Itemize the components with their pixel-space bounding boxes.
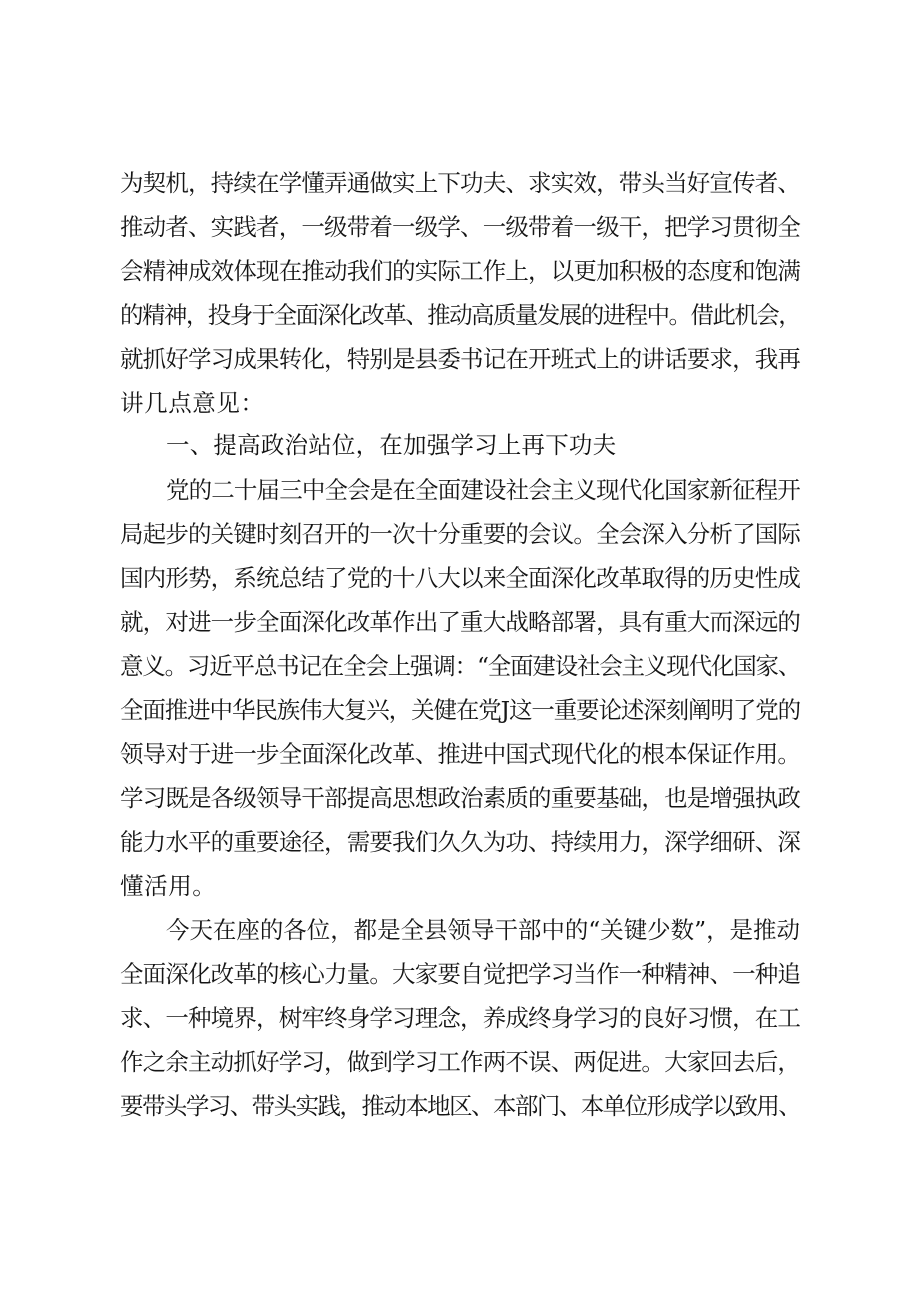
paragraph-3-line-2: 全面深化改革的核心力量。大家要自觉把学习当作一种精神、一种追 xyxy=(120,960,801,988)
paragraph-1-line-6: 讲几点意见： xyxy=(120,389,265,417)
paragraph-1-line-2: 推动者、实践者，一级带着一级学、一级带着一级干，把学习贯彻全 xyxy=(120,213,801,241)
paragraph-2-line-10: 懂活用。 xyxy=(120,872,217,900)
paragraph-2-line-7: 领导对于进一步全面深化改革、推进中国式现代化的根本保证作用。 xyxy=(120,740,801,768)
paragraph-2-line-9: 能力水平的重要途径，需要我们久久为功、持续用力，深学细研、深 xyxy=(120,828,801,856)
paragraph-2-line-5: 意义。习近平总书记在全会上强调：“全面建设社会主义现代化国家、 xyxy=(120,652,801,680)
paragraph-2-line-2: 局起步的关键时刻召开的一次十分重要的会议。全会深入分析了国际 xyxy=(120,520,801,548)
paragraph-3-line-4: 作之余主动抓好学习，做到学习工作两不误、两促进。大家回去后， xyxy=(120,1048,801,1076)
paragraph-3-line-5: 要带头学习、带头实践，推动本地区、本部门、本单位形成学以致用、 xyxy=(120,1092,801,1120)
paragraph-2-line-1: 党的二十届三中全会是在全面建设社会主义现代化国家新征程开 xyxy=(166,476,800,504)
paragraph-3-line-1: 今天在座的各位，都是全县领导干部中的“关键少数”，是推动 xyxy=(166,916,800,944)
paragraph-1-line-4: 的精神，投身于全面深化改革、推动高质量发展的进程中。借此机会， xyxy=(120,301,801,329)
paragraph-2-line-4: 就，对进一步全面深化改革作出了重大战略部署，具有重大而深远的 xyxy=(120,608,801,636)
paragraph-1-line-5: 就抓好学习成果转化，特别是县委书记在开班式上的讲话要求，我再 xyxy=(120,345,801,373)
paragraph-1-line-1: 为契机，持续在学懂弄通做实上下功夫、求实效，带头当好宣传者、 xyxy=(120,169,801,197)
paragraph-2-line-3: 国内形势，系统总结了党的十八大以来全面深化改革取得的历史性成 xyxy=(120,564,801,592)
section-heading: 一、提高政治站位，在加强学习上再下功夫 xyxy=(166,431,617,459)
paragraph-2-line-6: 全面推进中华民族伟大复兴，关健在党J这一重要论述深刻阐明了党的 xyxy=(120,696,801,724)
paragraph-3-line-3: 求、一种境界，树牢终身学习理念，养成终身学习的良好习惯，在工 xyxy=(120,1004,801,1032)
paragraph-2-line-8: 学习既是各级领导干部提高思想政治素质的重要基础，也是增强执政 xyxy=(120,784,801,812)
paragraph-1-line-3: 会精神成效体现在推动我们的实际工作上，以更加积极的态度和饱满 xyxy=(120,257,801,285)
